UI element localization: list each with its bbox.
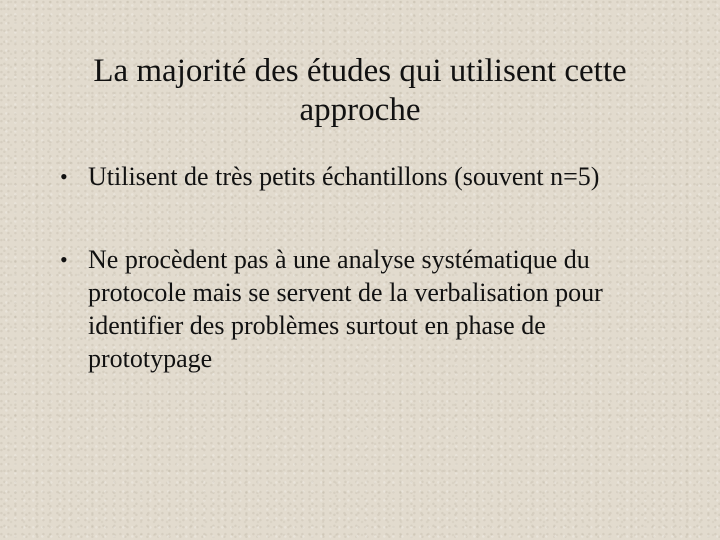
bullet-dot-icon: •: [60, 247, 68, 272]
bullet-text: Ne procèdent pas à une analyse systématique du protocole mais se servent de la verbalisation pour identifier des problèmes surtout en phase de prototypage: [88, 245, 603, 373]
slide-title: La majorité des études qui utilisent cette approche: [93, 53, 627, 128]
bullet-item: [56, 243, 666, 375]
bullet-dot-icon: •: [60, 164, 68, 189]
bullet-item: [56, 160, 666, 193]
bullet-list: [56, 160, 666, 375]
bullet-text: Utilisent de très petits échantillons (souvent n=5): [88, 162, 600, 191]
